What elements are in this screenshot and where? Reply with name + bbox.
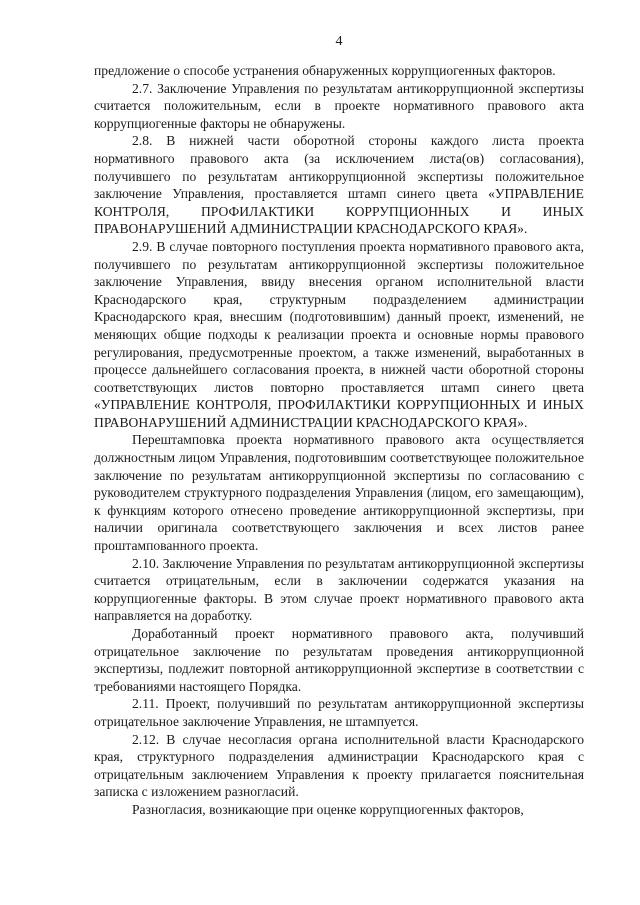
page-number: 4 [335,34,343,49]
paragraph-2-8: 2.8. В нижней части оборотной стороны каждого листа проекта нормативного правового акта (за исключением листа(ов) согласования), получившего по результатам антикоррупционной экспертизы положительное заключение Управления, проставляется штамп синего цвета «УПРАВЛЕНИЕ КОНТРОЛЯ, ПРОФИЛАКТИКИ КОРРУПЦИОННЫХ И ИНЫХ ПРАВОНАРУШЕНИЙ АДМИНИСТРАЦИИ КРАСНОДАРСКОГО КРАЯ». [94,133,584,237]
paragraph-2-12: 2.12. В случае несогласия органа исполнительной власти Краснодарского края, структурного подразделения администрации Краснодарского края с отрицательным заключением Управления к проекту прилагается пояснительная записка с изложением разногласий. [94,731,584,800]
paragraph-disagreements: Разногласия, возникающие при оценке коррупциогенных факторов, [132,801,524,817]
paragraph-revised-project: Доработанный проект нормативного правового акта, получивший отрицательное заключение по результатам проведения антикоррупционной экспертизы, подлежит повторной антикоррупционной экспертизе в соответствии с требованиями настоящего Порядка. [94,626,584,694]
paragraph-restamping: Перештамповка проекта нормативного правового акта осуществляется должностным лицом Управления, подготовившим соответствующее положительное заключение по результатам антикоррупционной экспертизы по согласованию с руководителем структурного подразделения Управления (лицом, его замещающим), к функциям которого отнесено проведение антикоррупционной экспертизы, при наличии оригинала соответствующего заключения и всех листов ранее проштампованного проекта. [94,432,584,554]
document-body [94,62,584,819]
paragraph-continuation: предложение о способе устранения обнаруженных коррупциогенных факторов. [94,63,556,78]
paragraph-2-7: 2.7. Заключение Управления по результатам антикоррупционной экспертизы считается положительным, если в проекте нормативного правового акта коррупциогенные факторы не обнаружены. [94,80,584,131]
paragraph-2-9: 2.9. В случае повторного поступления проекта нормативного правового акта, получившего по результатам антикоррупционной экспертизы положительное заключение Управления, ввиду внесения органом исполнительной власти Краснодарского края, структурным подразделением администрации Краснодарского края, внесшим (подготовившим) данный проект, изменений, не меняющих общие подходы к реализации проекта и основные нормы правового регулирования, предусмотренные проектом, а также изменений, выработанных в процессе дальнейшего согласования проекта, в нижней части оборотной стороны соответствующих листов повторно проставляется штамп синего цвета «УПРАВЛЕНИЕ КОНТРОЛЯ, ПРОФИЛАКТИКИ КОРРУПЦИОННЫХ И ИНЫХ ПРАВОНАРУШЕНИЙ АДМИНИСТРАЦИИ КРАСНОДАРСКОГО КРАЯ». [94,238,584,430]
paragraph-2-11: 2.11. Проект, получивший по результатам антикоррупционной экспертизы отрицательное заключение Управления, не штампуется. [94,696,584,729]
paragraph-2-10: 2.10. Заключение Управления по результатам антикоррупционной экспертизы считается отрицательным, если в заключении содержатся указания на коррупциогенные факторы. В этом случае проект нормативного правового акта направляется на доработку. [94,555,584,624]
